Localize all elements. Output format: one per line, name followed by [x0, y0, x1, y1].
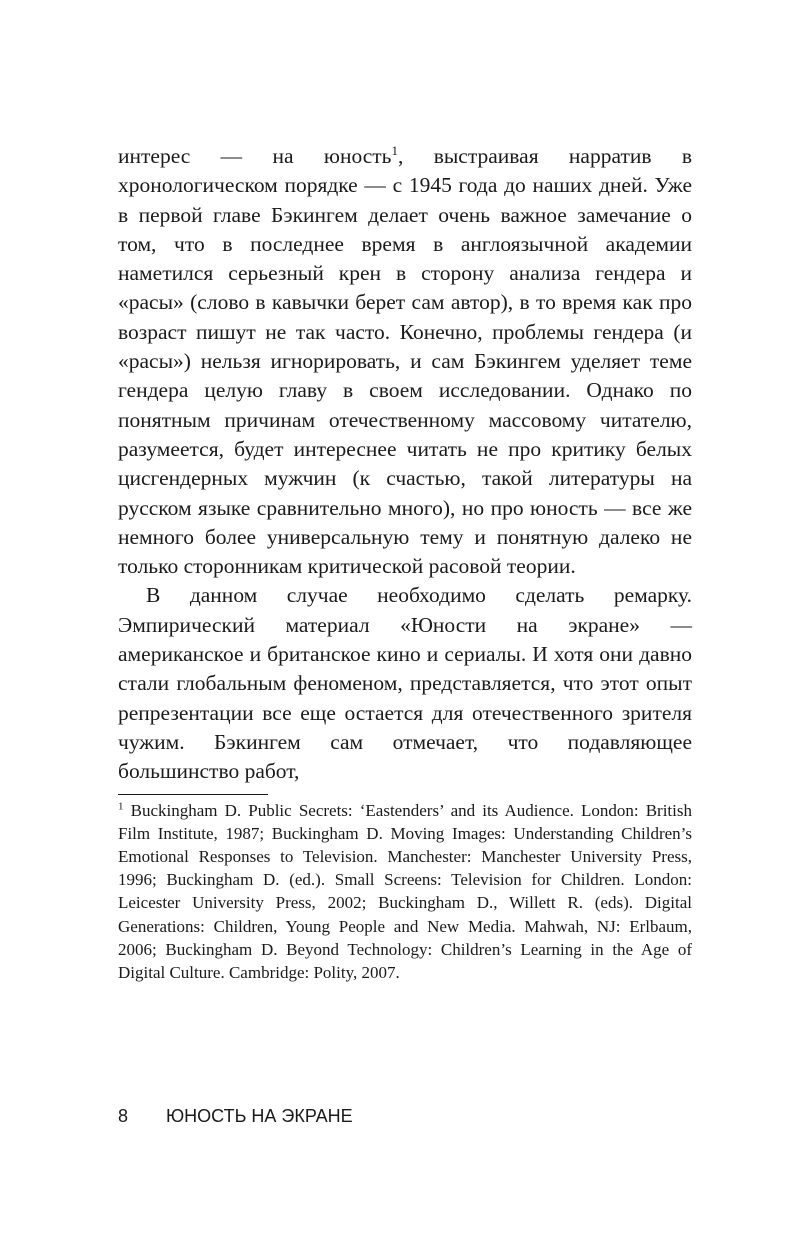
footnote-reference[interactable]: 1: [391, 142, 398, 158]
body-text: [118, 142, 692, 787]
paragraph-2: В данном случае необходимо сделать ремарку. Эмпирический материал «Юности на экране» — американское и британское кино и сериалы. И хотя они давно стали глобальным феноменом, представляется, что этот опыт репрезентации все еще остается для отечественного зрителя чужим. Бэкингем сам отмечает, что подавляющее большинство работ,: [118, 583, 692, 784]
book-page: [118, 142, 692, 984]
paragraph-1-start: интерес — на юность: [118, 144, 392, 168]
page-number: 8: [118, 1106, 129, 1126]
paragraph-1-rest: , выстраивая нарратив в хронологическом порядке — с 1945 года до наших дней. Уже в первой главе Бэкингем делает очень важное замечание о том, что в последнее время в англоязычной академии наметился серьезный крен в сторону анализа гендера и «расы» (слово в кавычки берет сам автор), в то время как про возраст пишут не так часто. Конечно, проблемы гендера (и «расы») нельзя игнорировать, и сам Бэкингем уделяет теме гендера целую главу в своем исследовании. Однако по понятным причинам отечественному массовому читателю, разумеется, будет интереснее читать не про критику белых цисгендерных мужчин (к счастью, такой литературы на русском языке сравнительно много), но про юность — все же немного более универсальную тему и понятную далеко не только сторонникам критической расовой теории.: [118, 144, 693, 579]
footnote-number: 1: [118, 799, 124, 812]
footnote-divider: [118, 794, 268, 795]
running-title: ЮНОСТЬ НА ЭКРАНЕ: [166, 1106, 353, 1126]
footnote-1: [118, 799, 692, 985]
footnote-text: Buckingham D. Public Secrets: ‘Eastenders’ and its Audience. London: British Film Institute, 1987; Buckingham D. Moving Images: Understanding Children’s Emotional Responses to Television. Manchester: Manchester University Press, 1996; Buckingham D. (ed.). Small Screens: Television for Children. London: Leicester University Press, 2002; Buckingham D., Willett R. (eds). Digital Generations: Children, Young People and New Media. Mahwah, NJ: Erlbaum, 2006; Buckingham D. Beyond Technology: Children’s Learning in the Age of Digital Culture. Cambridge: Polity, 2007.: [118, 800, 692, 982]
running-footer: [118, 1106, 353, 1127]
footnote: [118, 799, 692, 985]
paragraph-1: [118, 142, 692, 581]
